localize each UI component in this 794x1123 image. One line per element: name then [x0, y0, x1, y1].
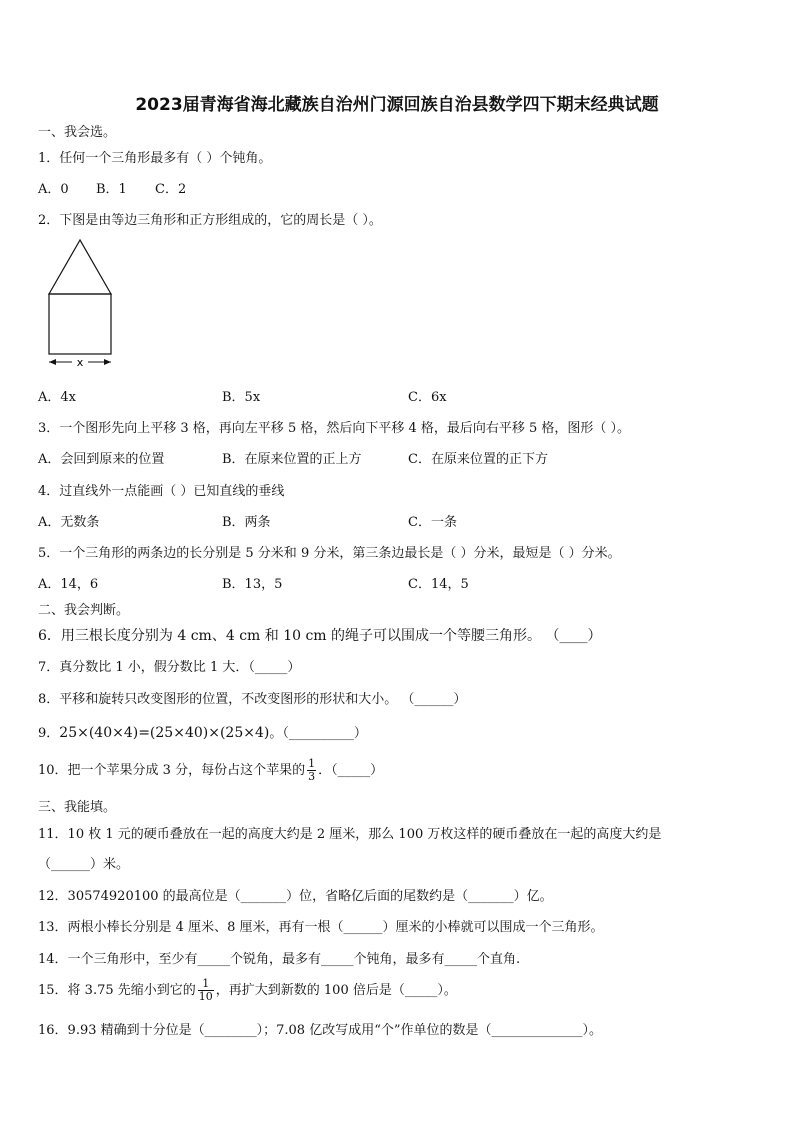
q9-number: 9． — [38, 726, 60, 741]
q2-option-a[interactable]: A．4x — [38, 390, 76, 405]
q15-text: 15．将 3.75 先缩小到它的 — [38, 983, 196, 998]
q3-option-b[interactable]: B．在原来位置的正上方 — [222, 452, 362, 467]
q15-frac-den: 10 — [198, 990, 213, 1003]
q15-tail: ，再扩大到新数的 100 倍后是（_____）。 — [215, 983, 457, 998]
q2-option-b[interactable]: B．5x — [222, 390, 261, 405]
q1-option-c[interactable]: C．2 — [155, 182, 187, 197]
q3-option-c[interactable]: C．在原来位置的正下方 — [408, 452, 548, 467]
question-11-line1: 11．10 枚 1 元的硬币叠放在一起的高度大约是 2 厘米，那么 100 万枚这样的硬币叠放在一起的高度大约是 — [38, 827, 662, 842]
q9-expression: 25×(40×4)=(25×40)×(25×4) — [59, 725, 270, 741]
q4-option-a[interactable]: A．无数条 — [38, 515, 100, 530]
section-judge: 二、我会判断。 — [38, 603, 130, 618]
question-13: 13．两根小棒长分别是 4 厘米、8 厘米，再有一根（______）厘米的小棒就可以围成一个三角形。 — [38, 920, 604, 935]
q2-option-c[interactable]: C．6x — [408, 390, 447, 405]
question-11-line2: （______）米。 — [38, 857, 130, 872]
q10-frac-num: 1 — [308, 757, 316, 770]
question-1: 1．任何一个三角形最多有（ ）个钝角。 — [38, 151, 272, 166]
q4-option-c[interactable]: C．一条 — [408, 515, 457, 530]
question-7: 7．真分数比 1 小，假分数比 1 大．（_____） — [38, 660, 301, 675]
q1-option-a[interactable]: A．0 — [38, 182, 69, 197]
question-15 — [38, 978, 457, 1003]
q9-tail: 。（__________） — [269, 726, 367, 741]
exam-title: 2023届青海省海北藏族自治州门源回族自治县数学四下期末经典试题 — [135, 95, 659, 115]
question-9 — [38, 722, 367, 741]
triangle-square-figure — [40, 236, 120, 376]
q10-tail: ．（_____） — [318, 763, 384, 778]
question-6: 6．用三根长度分别为 4 cm、4 cm 和 10 cm 的绳子可以围成一个等腰三角形。 （____） — [38, 628, 602, 644]
question-2: 2．下图是由等边三角形和正方形组成的，它的周长是（ ）。 — [38, 213, 382, 228]
question-10 — [38, 758, 383, 783]
question-5: 5．一个三角形的两条边的长分别是 5 分米和 9 分米，第三条边最长是（ ）分米，最短是（ ）分米。 — [38, 546, 621, 561]
question-3: 3．一个图形先向上平移 3 格，再向左平移 5 格，然后向下平移 4 格，最后向右平移 5 格，图形（ ）。 — [38, 421, 631, 436]
question-12: 12．30574920100 的最高位是（_______）位，省略亿后面的尾数约是（_______）亿。 — [38, 889, 553, 904]
q5-option-a[interactable]: A．14，6 — [38, 577, 99, 592]
q15-fraction — [198, 978, 214, 1003]
q5-option-c[interactable]: C．14，5 — [408, 577, 469, 592]
q1-option-b[interactable]: B．1 — [96, 182, 127, 197]
q3-option-a[interactable]: A．会回到原来的位置 — [38, 452, 165, 467]
question-4: 4．过直线外一点能画（ ）已知直线的垂线 — [38, 484, 285, 499]
q15-frac-num: 1 — [198, 978, 214, 991]
q10-text: 10．把一个苹果分成 3 分，每份占这个苹果的 — [38, 763, 306, 778]
figure-side-label: x — [76, 356, 84, 369]
q4-option-b[interactable]: B．两条 — [222, 515, 271, 530]
q10-fraction — [307, 758, 316, 783]
q5-option-b[interactable]: B．13，5 — [222, 577, 283, 592]
section-choice: 一、我会选。 — [38, 125, 117, 140]
section-fill: 三、我能填。 — [38, 800, 117, 815]
question-16: 16．9.93 精确到十分位是（________）；7.08 亿改写成用“个”作单位的数是（______________）。 — [38, 1023, 602, 1038]
q10-frac-den: 3 — [308, 770, 316, 783]
question-8: 8．平移和旋转只改变图形的位置，不改变图形的形状和大小。 （______） — [38, 692, 467, 707]
question-14: 14．一个三角形中，至少有_____个锐角，最多有_____个钝角，最多有_____个直角. — [38, 952, 521, 967]
